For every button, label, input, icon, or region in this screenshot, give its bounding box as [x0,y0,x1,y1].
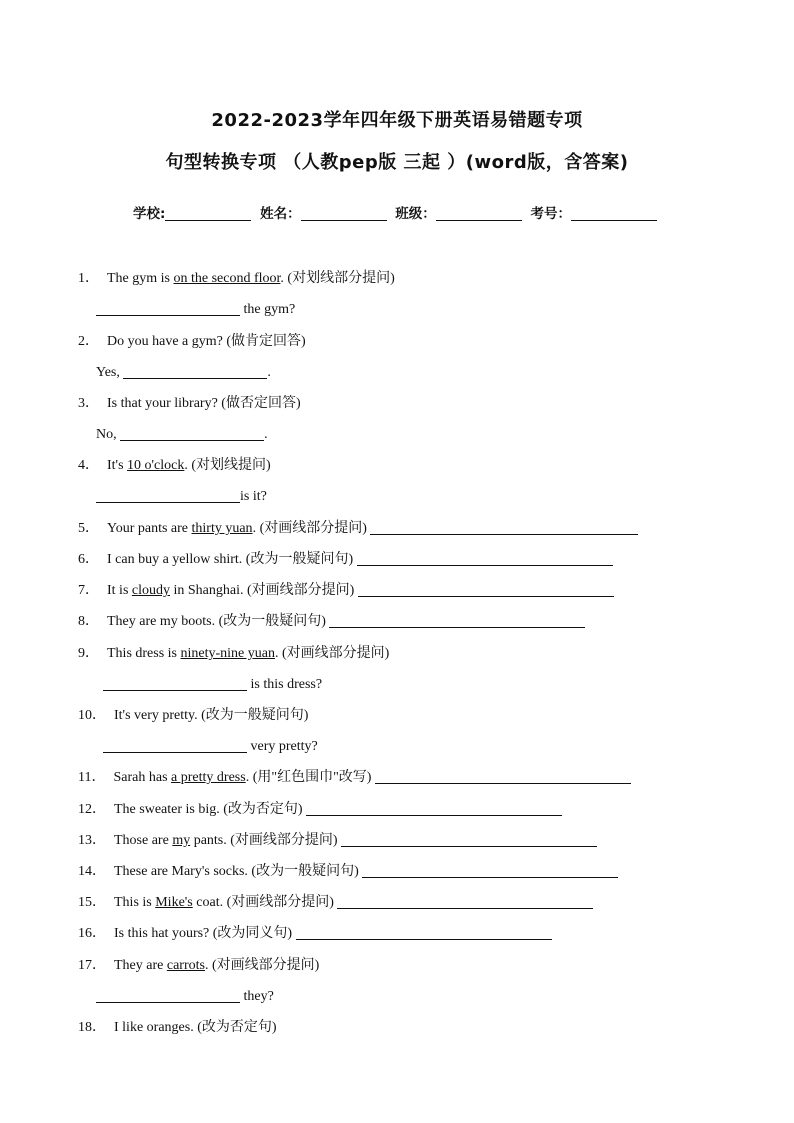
answer-blank[interactable] [96,988,240,1003]
answer-blank[interactable] [123,364,267,379]
document-subtitle: 句型转换专项 （人教pep版 三起 ）(word版，含答案) [165,152,629,173]
answer-blank[interactable] [370,520,638,535]
question-14: 14． These are Mary's socks. (改为一般疑问句) [78,863,618,881]
question-4: 4． It's 10 o'clock. (对划线提问) [78,458,271,473]
answer-10: very pretty? [103,738,318,756]
answer-3: No, . [96,427,268,442]
document-title: 2022-2023学年四年级下册英语易错题专项 [211,110,583,131]
class-label: 班级： [395,206,436,222]
answer-4: is it? [96,488,267,506]
answer-blank[interactable] [362,863,618,878]
question-7: 7． It is cloudy in Shanghai. (对画线部分提问) [78,582,614,600]
answer-blank[interactable] [337,894,593,909]
student-info-row [0,202,794,222]
question-10: 10． It's very pretty. (改为一般疑问句) [78,708,309,723]
answer-blank[interactable] [358,582,614,597]
answer-17: they? [96,988,274,1006]
exam-no-label: 考号： [530,206,571,222]
name-blank[interactable] [301,206,387,221]
school-label: 学校: [132,206,166,222]
question-12: 12． The sweater is big. (改为否定句) [78,801,562,819]
answer-blank[interactable] [296,925,552,940]
answer-blank[interactable] [341,832,597,847]
question-18: 18． I like oranges. (改为否定句) [78,1020,277,1035]
name-label: 姓名： [260,206,301,222]
question-13: 13． Those are my pants. (对画线部分提问) [78,832,597,850]
question-1: 1． The gym is on the second floor. (对划线部分提问) [78,271,395,286]
school-blank[interactable] [165,206,251,221]
question-2: 2． Do you have a gym? (做肯定回答) [78,334,306,349]
exam-no-blank[interactable] [571,206,657,221]
answer-1: the gym? [96,301,295,319]
answer-blank[interactable] [120,426,264,441]
question-11: 11． Sarah has a pretty dress. (用"红色围巾"改写) [78,769,631,787]
answer-blank[interactable] [96,301,240,316]
question-3: 3． Is that your library? (做否定回答) [78,396,301,411]
question-9: 9． This dress is ninety-nine yuan. (对画线部分提问) [78,646,390,661]
question-17: 17． They are carrots. (对画线部分提问) [78,958,320,973]
class-blank[interactable] [436,206,522,221]
question-5: 5． Your pants are thirty yuan. (对画线部分提问) [78,520,638,538]
answer-blank[interactable] [329,613,585,628]
question-8: 8． They are my boots. (改为一般疑问句) [78,613,585,631]
question-6: 6． I can buy a yellow shirt. (改为一般疑问句) [78,551,613,569]
question-15: 15． This is Mike's coat. (对画线部分提问) [78,894,593,912]
answer-9: is this dress? [103,676,322,694]
answer-blank[interactable] [306,801,562,816]
answer-blank[interactable] [375,769,631,784]
answer-blank[interactable] [103,738,247,753]
answer-blank[interactable] [96,488,240,503]
answer-blank[interactable] [103,676,247,691]
answer-blank[interactable] [357,551,613,566]
question-16: 16． Is this hat yours? (改为同义句) [78,925,552,943]
answer-2: Yes, . [96,365,271,380]
